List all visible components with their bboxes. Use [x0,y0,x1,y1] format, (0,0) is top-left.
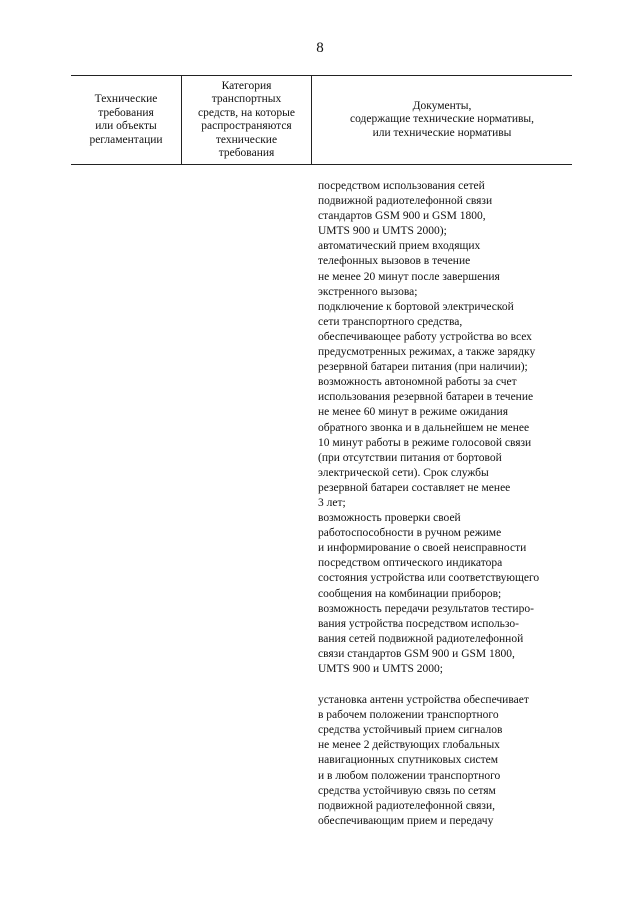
text-line: предусмотренных режимах, а также зарядку [318,346,536,359]
text-line: в рабочем положении транспортного [318,709,499,722]
text-line: возможность проверки своей [318,512,461,525]
text-line: средства устойчивый прием сигналов [318,724,503,737]
text-line: посредством оптического индикатора [318,557,503,570]
text-line: электрической сети). Срок службы [318,466,489,479]
text-line: UMTS 900 и UMTS 2000; [318,663,444,675]
text-line: и в любом положении транспортного [318,769,501,782]
text-line: сети транспортного средства, [318,315,463,328]
body-paragraph [318,693,573,829]
header-cell-documents [312,76,572,164]
text-line: состояния устройства или соответствующего [318,572,540,585]
text-line: возможность передачи результатов тестиро- [318,602,534,615]
text-line: посредством использования сетей [318,180,485,192]
text-line: подвижной радиотелефонной связи, [318,799,495,812]
text-line: стандартов GSM 900 и GSM 1800, [318,210,486,223]
text-line: телефонных вызовов в течение [318,255,471,268]
text-line: использования резервной батареи в течение [318,391,534,404]
text-line: не менее 20 минут после завершения [318,270,500,283]
text-line: не менее 2 действующих глобальных [318,739,500,752]
header-bottom-rule [71,164,572,165]
text-line: работоспособности в ручном режиме [318,527,502,540]
text-line: (при отсутствии питания от бортовой [318,451,502,464]
text-line: экстренного вызова; [318,285,418,298]
text-line: подвижной радиотелефонной связи [318,195,493,208]
text-line: связи стандартов GSM 900 и GSM 1800, [318,647,515,660]
text-line: возможность автономной работы за счет [318,376,517,389]
text-line: резервной батареи составляет не менее [318,481,511,494]
text-line: 3 лет; [318,496,346,509]
text-line: навигационных спутниковых систем [318,754,499,767]
body-paragraph [318,179,573,677]
text-line: резервной батареи питания (при наличии); [318,361,528,374]
text-line: 10 минут работы в режиме голосовой связи [318,436,532,449]
text-line: обратного звонка и в дальнейшем не менее [318,421,530,434]
text-line: не менее 60 минут в режиме ожидания [318,406,508,419]
text-line: UMTS 900 и UMTS 2000); [318,225,447,238]
text-line: вания сетей подвижной радиотелефонной [318,632,524,645]
text-line: обеспечивающее работу устройства во всех [318,330,532,343]
text-line: сообщения на комбинации приборов; [318,587,502,600]
text-line: и информирование о своей неисправности [318,542,527,555]
text-line: средства устойчивую связь по сетям [318,784,496,797]
documents-column-body [318,179,573,829]
paragraph-gap [318,677,573,693]
text-line: вания устройства посредством использо- [318,617,519,630]
header-cell-vehicle-category [182,76,311,164]
page-number: 8 [316,40,324,56]
text-line: установка антенн устройства обеспечивает [318,694,529,707]
text-line: подключение к бортовой электрической [318,300,514,313]
text-line: обеспечивающим прием и передачу [318,814,494,827]
header-cell-requirements-text: Технические требования или объекты регламентации [89,93,163,146]
header-cell-requirements [71,76,181,164]
text-line: автоматический прием входящих [318,240,481,253]
header-cell-documents-text: Документы, содержащие технические нормативы, или технические нормативы [350,99,534,139]
header-cell-vehicle-category-text: Категория транспортных средств, на которые распространяются технические требования [198,79,295,159]
